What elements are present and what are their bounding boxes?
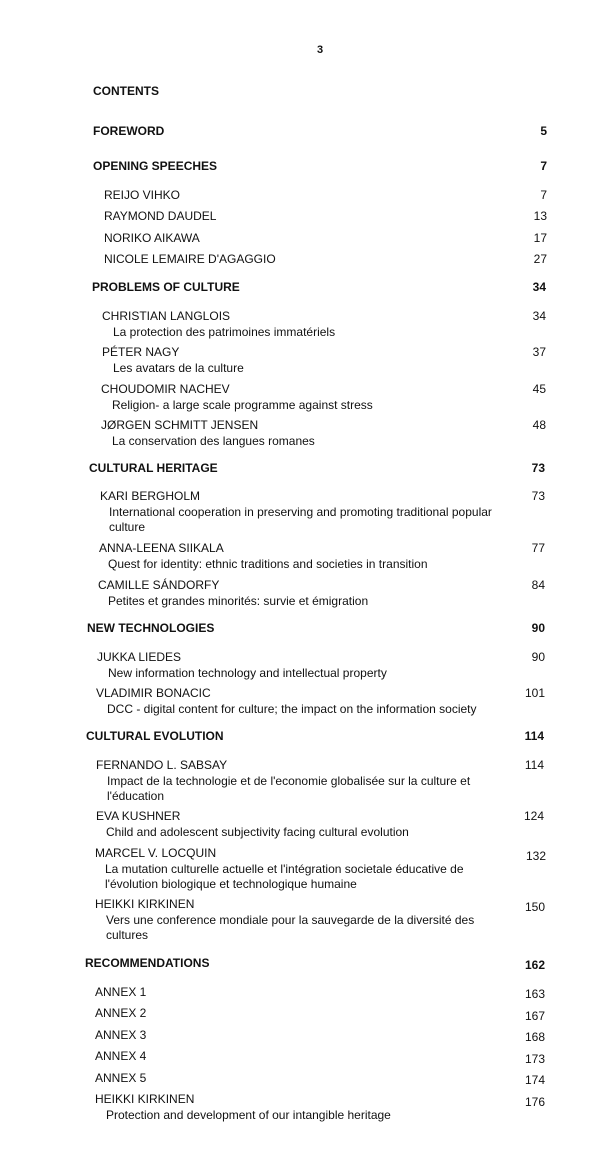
entry-author: MARCEL V. LOCQUIN xyxy=(95,846,217,860)
entry-page-number: 17 xyxy=(533,231,547,245)
entry-author: JUKKA LIEDES xyxy=(97,650,182,664)
entry-author: ANNEX 3 xyxy=(95,1028,147,1042)
entry-page-number: 13 xyxy=(533,209,547,223)
entry-subtitle: Vers une conference mondiale pour la sauvegarde de la diversité des xyxy=(106,913,475,927)
entry-page-number: 34 xyxy=(532,309,546,323)
entry-page-number: 167 xyxy=(524,1009,545,1023)
entry-page-number: 132 xyxy=(525,849,546,863)
entry-page-number: 7 xyxy=(540,188,547,202)
entry-page-number: 48 xyxy=(532,418,546,432)
entry-page-number: 168 xyxy=(524,1030,545,1044)
entry-author: ANNEX 5 xyxy=(95,1071,147,1085)
entry-page-number: 77 xyxy=(531,541,545,555)
entry-page-number: 90 xyxy=(531,650,545,664)
entry-author: PÉTER NAGY xyxy=(102,345,180,359)
entry-author: ANNEX 1 xyxy=(95,985,147,999)
entry-subtitle: Quest for identity: ethnic traditions and societies in transition xyxy=(108,557,428,571)
section-page-number: 5 xyxy=(540,124,547,138)
entry-subtitle-continued: l'évolution biologique et technologique humaine xyxy=(105,877,357,891)
section-page-number: 73 xyxy=(531,461,545,475)
entry-page-number: 101 xyxy=(524,686,545,700)
entry-subtitle: La protection des patrimoines immatériels xyxy=(113,325,336,339)
entry-page-number: 37 xyxy=(532,345,546,359)
entry-subtitle: La conservation des langues romanes xyxy=(112,434,315,448)
entry-author: VLADIMIR BONACIC xyxy=(96,686,211,700)
entry-subtitle-continued: cultures xyxy=(106,928,149,942)
entry-page-number: 45 xyxy=(532,382,546,396)
entry-author: ANNA-LEENA SIIKALA xyxy=(99,541,224,555)
entry-author: CHRISTIAN LANGLOIS xyxy=(102,309,231,323)
entry-author: NORIKO AIKAWA xyxy=(104,231,200,245)
section-title: CULTURAL HERITAGE xyxy=(89,461,218,475)
entry-page-number: 114 xyxy=(524,758,544,772)
entry-subtitle: International cooperation in preserving and promoting traditional popular xyxy=(109,505,492,519)
section-title: FOREWORD xyxy=(93,124,165,138)
entry-subtitle: Religion- a large scale programme against stress xyxy=(112,398,373,412)
entry-author: REIJO VIHKO xyxy=(104,188,181,202)
entry-author: RAYMOND DAUDEL xyxy=(104,209,217,223)
entry-subtitle: Child and adolescent subjectivity facing cultural evolution xyxy=(106,825,409,839)
section-title: PROBLEMS OF CULTURE xyxy=(92,280,240,294)
section-title: OPENING SPEECHES xyxy=(93,159,218,173)
entry-subtitle: Les avatars de la culture xyxy=(113,361,244,375)
entry-page-number: 174 xyxy=(524,1073,545,1087)
entry-author: HEIKKI KIRKINEN xyxy=(95,1092,195,1106)
entry-author: EVA KUSHNER xyxy=(96,809,181,823)
contents-heading: CONTENTS xyxy=(93,84,159,98)
entry-page-number: 173 xyxy=(524,1052,545,1066)
page-number: 3 xyxy=(316,44,324,56)
entry-subtitle-continued: l'éducation xyxy=(107,789,164,803)
section-title: CULTURAL EVOLUTION xyxy=(86,729,224,743)
entry-author: ANNEX 4 xyxy=(95,1049,147,1063)
entry-subtitle: Impact de la technologie et de l'economie globalisée sur la culture et xyxy=(107,774,471,788)
entry-author: JØRGEN SCHMITT JENSEN xyxy=(101,418,259,432)
entry-subtitle: New information technology and intellectual property xyxy=(108,666,387,680)
entry-author: FERNANDO L. SABSAY xyxy=(96,758,228,772)
entry-page-number: 73 xyxy=(531,489,545,503)
entry-subtitle: DCC - digital content for culture; the impact on the information society xyxy=(107,702,477,716)
entry-author: HEIKKI KIRKINEN xyxy=(95,897,195,911)
section-title: RECOMMENDATIONS xyxy=(85,956,210,970)
entry-page-number: 84 xyxy=(531,578,545,592)
entry-page-number: 176 xyxy=(524,1095,545,1109)
section-page-number: 34 xyxy=(532,280,546,294)
entry-subtitle: La mutation culturelle actuelle et l'intégration societale éducative de xyxy=(105,862,464,876)
entry-author: CHOUDOMIR NACHEV xyxy=(101,382,230,396)
entry-page-number: 163 xyxy=(524,987,545,1001)
entry-page-number: 124 xyxy=(523,809,544,823)
section-page-number: 162 xyxy=(524,958,545,972)
entry-subtitle: Protection and development of our intangible heritage xyxy=(106,1108,391,1122)
section-page-number: 7 xyxy=(540,159,547,173)
entry-author: NICOLE LEMAIRE D'AGAGGIO xyxy=(104,252,276,266)
entry-subtitle-continued: culture xyxy=(109,520,146,534)
entry-subtitle: Petites et grandes minorités: survie et émigration xyxy=(108,594,369,608)
section-page-number: 90 xyxy=(531,621,545,635)
entry-author: ANNEX 2 xyxy=(95,1006,147,1020)
entry-page-number: 27 xyxy=(533,252,547,266)
section-page-number: 114 xyxy=(524,729,544,743)
section-title: NEW TECHNOLOGIES xyxy=(87,621,215,635)
entry-author: KARI BERGHOLM xyxy=(100,489,201,503)
entry-page-number: 150 xyxy=(524,900,545,914)
entry-author: CAMILLE SÁNDORFY xyxy=(98,578,220,592)
